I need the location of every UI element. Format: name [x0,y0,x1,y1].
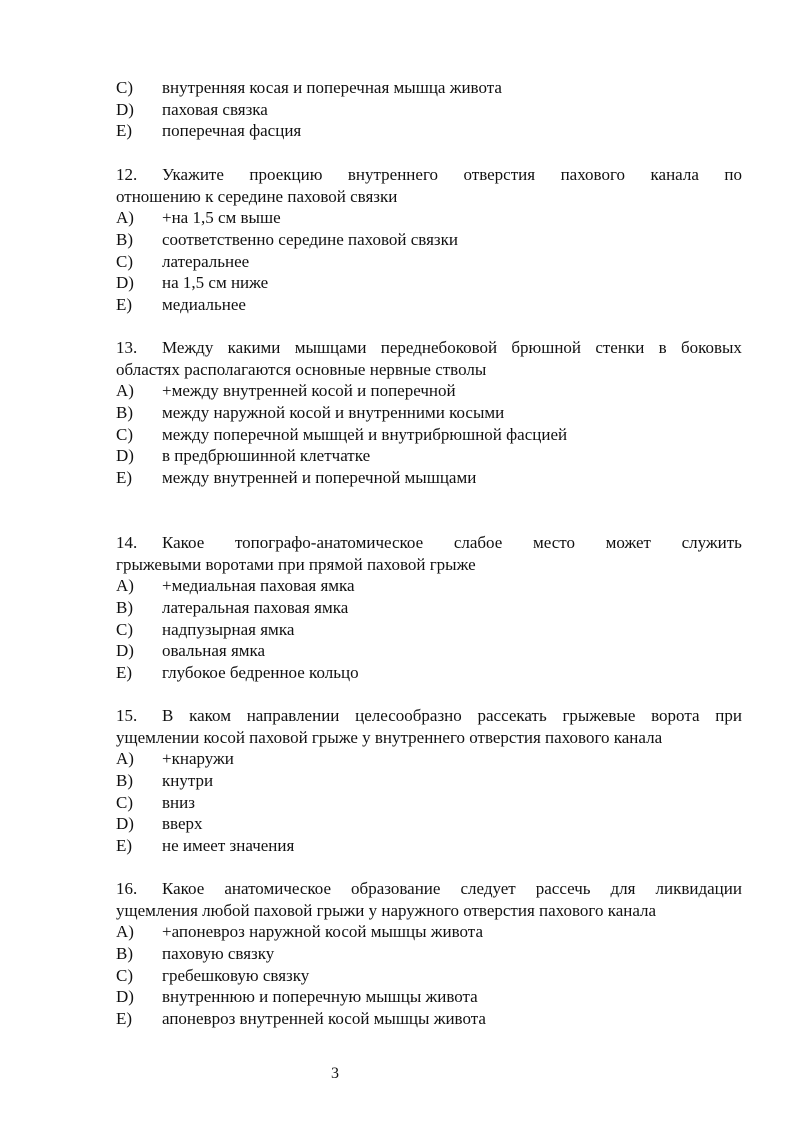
option-text: поперечная фасция [162,121,302,141]
option-item [116,835,742,857]
option-item [116,662,742,684]
option-text: внутренняя косая и поперечная мышца живота [162,78,502,97]
question-word: В [162,706,174,725]
option-text: не имеет значения [162,836,295,856]
option-item [116,229,742,251]
option-text: вверх [162,814,203,834]
option-text: на 1,5 см ниже [162,273,269,293]
option-text: в предбрюшинной клетчатке [162,446,371,466]
question-number: 13. [116,338,138,357]
option-letter: C) [116,619,133,639]
option-text: внутреннюю и поперечную мышцы живота [162,987,478,1007]
option-letter: C) [116,251,133,271]
option-letter: A) [116,922,134,942]
option-letter: E) [116,295,133,315]
question-word: брюшной [511,338,582,357]
option-letter: E) [116,1009,133,1029]
option-letter: D) [116,273,134,293]
option-text: +апоневроз наружной косой мышцы живота [162,922,483,942]
option-letter: C) [116,792,133,812]
question-stem [116,705,742,748]
question-word: отверстия [463,165,536,184]
option-letter: D) [116,446,134,466]
option-item [116,120,742,142]
option-item [116,424,742,446]
option-text: гребешковую связку [162,965,310,985]
question-text-line2: ущемлении косой паховой грыже у внутреннего отверстия пахового канала [116,727,663,747]
question-word: ликвидации [655,879,742,898]
question-text-line2: грыжевыми воротами при прямой паховой грыже [116,554,476,574]
option-item [116,619,742,641]
question-word: может [605,533,651,552]
option-item [116,272,742,294]
option-letter: A) [116,208,134,228]
option-letter: E) [116,468,133,488]
question-word: в [658,338,667,357]
option-letter: E) [116,663,133,683]
option-text: латеральнее [162,251,250,271]
page-number: 3 [331,1065,339,1082]
option-letter: D) [116,99,134,119]
question-15 [116,705,742,857]
question-word: слабое [453,533,503,552]
question-text-line2: ущемления любой паховой грыжи у наружного отверстия пахового канала [116,900,657,920]
option-item [116,575,742,597]
option-text: +кнаружи [162,749,234,769]
carry-over-options [116,77,742,142]
option-item [116,813,742,835]
question-text-line1 [162,878,742,900]
option-item [116,99,742,121]
question-word: рассекать [477,706,547,725]
question-word: при [715,706,742,725]
option-letter: A) [116,381,134,401]
option-item [116,748,742,770]
option-item [116,251,742,273]
option-letter: B) [116,598,133,618]
question-stem [116,164,742,207]
question-word: Укажите [162,165,224,184]
question-word: каком [189,706,231,725]
option-item [116,77,742,99]
option-text: медиальнее [162,295,246,315]
option-text: паховая связка [162,99,268,119]
option-item [116,792,742,814]
option-text: вниз [162,792,195,812]
option-text: кнутри [162,771,214,791]
option-text: между поперечной мышцей и внутрибрюшной фасцией [162,424,568,444]
question-14 [116,532,742,684]
question-word: анатомическое [224,879,332,898]
option-text: между наружной косой и внутренними косыми [162,403,505,423]
option-letter: D) [116,987,134,1007]
option-item [116,943,742,965]
option-item [116,770,742,792]
question-word: по [724,165,742,184]
option-item [116,1008,742,1030]
question-word: место [532,533,575,552]
option-text: овальная ямка [162,641,266,661]
question-word: служить [681,533,742,552]
question-word: целесообразно [355,706,462,725]
option-letter: B) [116,944,133,964]
question-word: внутреннего [347,165,439,184]
option-text: +между внутренней косой и поперечной [162,381,456,401]
option-text: глубокое бедренное кольцо [162,663,359,683]
option-letter: C) [116,78,133,97]
option-text: +на 1,5 см выше [162,208,281,228]
option-letter: B) [116,403,133,423]
option-letter: C) [116,424,133,444]
option-item [116,921,742,943]
option-text: надпузырная ямка [162,619,295,639]
option-item [116,294,742,316]
question-word: грыжевые [562,706,636,725]
question-number: 15. [116,706,138,725]
option-text: соответственно середине паховой связки [162,230,459,250]
question-12 [116,164,742,316]
question-text-line2: областях располагаются основные нервные стволы [116,359,487,379]
option-item [116,597,742,619]
question-word: мышцами [294,338,367,357]
question-word: какими [227,338,281,357]
option-text: между внутренней и поперечной мышцами [162,468,477,488]
option-item [116,402,742,424]
option-letter: D) [116,641,134,661]
option-letter: A) [116,576,134,596]
option-letter: A) [116,749,134,769]
question-word: пахового [560,165,626,184]
question-text-line2: отношению к середине паховой связки [116,186,398,206]
option-text: +медиальная паховая ямка [162,576,355,596]
option-letter: C) [116,965,133,985]
question-stem [116,532,742,575]
option-item [116,965,742,987]
option-letter: B) [116,771,133,791]
option-item [116,467,742,489]
question-word: стенки [595,338,645,357]
option-text: апоневроз внутренней косой мышцы живота [162,1009,486,1029]
question-text-line1 [162,337,742,359]
question-stem [116,337,742,380]
question-word: ворота [651,706,700,725]
question-word: Какое [162,533,205,552]
option-letter: B) [116,230,133,250]
question-word: боковых [680,338,742,357]
question-word: для [610,879,636,898]
question-word: рассечь [535,879,591,898]
question-word: топографо-анатомическое [234,533,424,552]
question-word: следует [460,879,516,898]
question-word: Какое [162,879,205,898]
question-13 [116,337,742,489]
question-word: направлении [246,706,340,725]
option-letter: E) [116,836,133,856]
question-word: проекцию [249,165,323,184]
option-item [116,207,742,229]
question-16 [116,878,742,1030]
option-item [116,445,742,467]
question-text-line1 [162,164,742,186]
question-word: образование [351,879,441,898]
option-item [116,640,742,662]
question-text-line1 [162,532,742,554]
question-word: Между [162,338,214,357]
question-number: 12. [116,165,138,184]
option-text: паховую связку [162,944,275,964]
question-word: канала [650,165,699,184]
question-number: 16. [116,879,138,898]
option-letter: D) [116,814,134,834]
question-stem [116,878,742,921]
question-number: 14. [116,533,138,552]
question-word: переднебоковой [380,338,498,357]
option-letter: E) [116,121,133,141]
option-text: латеральная паховая ямка [162,598,349,618]
option-item [116,380,742,402]
question-text-line1 [162,705,742,727]
option-item [116,986,742,1008]
